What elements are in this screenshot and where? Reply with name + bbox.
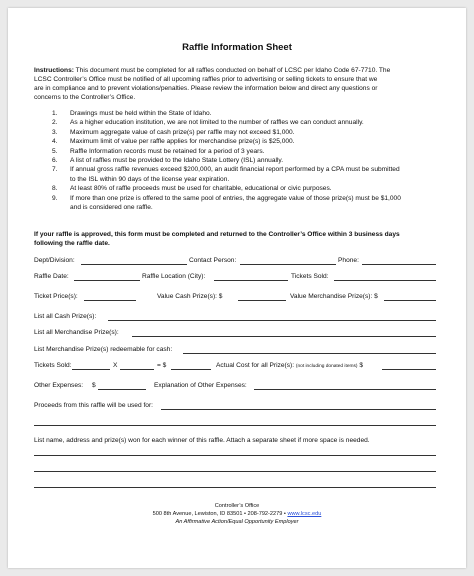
proceeds-field-2[interactable] [34,425,436,426]
winners-label: List name, address and prize(s) won for each winner of this raffle. Attach a separate sheet if more space is needed. [34,437,370,444]
equals-symbol: = $ [157,362,167,369]
rule-item [52,118,364,127]
rule-item [52,137,295,146]
actual-cost-text: Actual Cost for all Prize(s): [216,362,295,369]
raffle-date-label: Raffle Date: [34,273,69,280]
rule-number: 5. [52,147,58,155]
rule-item [52,156,283,165]
rule-number: 3. [52,128,58,136]
rule-number: 9. [52,194,58,202]
other-expenses-label: Other Expenses: [34,382,84,389]
rule-number: 7. [52,166,58,174]
instructions-line-3: are in compliance and to prevent violations/penalties. Please review the information below and direct any questions or [34,85,378,92]
value-cash-label: Value Cash Prize(s): $ [157,293,223,300]
rule-number: 2. [52,119,58,127]
rule-item [52,109,211,118]
document-page [8,8,466,568]
footer-website-link[interactable]: www.lcsc.edu [287,511,322,517]
rule-number: 1. [52,110,58,117]
raffle-location-label: Raffle Location (City): [142,273,206,280]
rule-item [52,184,332,193]
instructions-line-4: concerns to the Controller’s Office. [34,94,136,101]
dept-field[interactable] [81,264,187,265]
footer-office: Controller’s Office [214,503,260,509]
actual-cost-dollar: $ [359,362,364,369]
merch-redeemable-label: List Merchandise Prize(s) redeemable for cash: [34,346,173,353]
gross-total-field[interactable] [171,369,211,370]
instructions-text-1: This document must be completed for all raffles conducted on behalf of LCSC per Idaho Code 67-7710. The [75,67,391,74]
winners-field-2[interactable] [34,471,436,472]
ticket-price-label: Ticket Price(s): [34,293,78,300]
phone-field[interactable] [362,264,436,265]
phone-label: Phone: [338,257,359,264]
raffle-date-field[interactable] [74,280,140,281]
value-merch-label: Value Merchandise Prize(s): $ [290,293,378,300]
actual-cost-field[interactable] [382,369,436,370]
actual-cost-label [216,361,363,371]
instructions-line-2: LCSC Controller’s Office must be notified of all upcoming raffles prior to advertising or selling tickets to ensure that we [34,76,378,83]
tickets-sold-calc-field[interactable] [72,369,110,370]
rule-text: Maximum aggregate value of cash prize(s) per raffle may not exceed $1,000. [70,128,295,136]
times-symbol: X [113,362,118,369]
list-cash-field[interactable] [108,320,436,321]
tickets-sold-calc-label: Tickets Sold: [34,362,72,369]
rule-item [52,165,400,174]
rule-text: If more than one prize is offered to the same pool of entries, the aggregate value of those prize(s) must be $1,000 [70,194,401,202]
rule-text: If annual gross raffle revenues exceed $200,000, an audit financial report performed by a CPA must be submitted [70,166,400,174]
instructions-label: Instructions: [34,67,74,74]
value-merch-field[interactable] [384,300,436,301]
rule-item [52,175,229,184]
dept-label: Dept/Division: [34,257,75,264]
proceeds-label: Proceeds from this raffle will be used for: [34,402,153,409]
value-cash-field[interactable] [238,300,286,301]
approved-notice-line-2: following the raffle date. [34,240,110,247]
explanation-field[interactable] [254,389,436,390]
other-expenses-dollar: $ [92,382,96,389]
ticket-price-calc-field[interactable] [120,369,154,370]
actual-cost-note: (not including donated items) [295,364,358,369]
rule-number: 4. [52,138,58,146]
explanation-label: Explanation of Other Expenses: [154,382,247,389]
approved-notice-line-1: If your raffle is approved, this form must be completed and returned to the Controller’s Office within 3 business days [34,231,400,238]
rule-item [52,128,295,137]
instructions-line-1 [34,66,390,75]
rule-text: At least 80% of raffle proceeds must be used for charitable, educational or civic purposes. [70,185,332,193]
footer-address: 500 8th Avenue, Lewiston, ID 83501 • 208-792-2279 • [152,511,286,517]
contact-field[interactable] [240,264,336,265]
rule-text: Drawings must be held within the State of Idaho. [70,110,212,117]
rule-number: 6. [52,157,58,164]
rule-number: 8. [52,185,58,193]
rule-text: and is considered one raffle. [70,204,153,211]
list-cash-label: List all Cash Prize(s): [34,313,97,320]
rule-item [52,203,153,212]
winners-field-1[interactable] [34,455,436,456]
proceeds-field-1[interactable] [161,409,436,410]
page-title: Raffle Information Sheet [182,42,292,53]
tickets-sold-field[interactable] [334,280,436,281]
footer-eeo: An Affirmative Action/Equal Opportunity Employer [175,519,299,525]
merch-redeemable-field[interactable] [183,353,436,354]
tickets-sold-label: Tickets Sold: [291,273,329,280]
raffle-location-field[interactable] [214,280,288,281]
rule-text: Maximum limit of value per raffle applies for merchandise prize(s) is $25,000. [70,138,295,146]
rule-text: to the ISL within 90 days of the license year expiration. [70,175,230,183]
rule-item [52,194,401,203]
list-merch-field[interactable] [132,336,436,337]
contact-label: Contact Person: [189,257,237,264]
list-merch-label: List all Merchandise Prize(s): [34,329,119,336]
rule-item [52,147,265,156]
rule-text: A list of raffles must be provided to the Idaho State Lottery (ISL) annually. [70,157,284,164]
winners-field-3[interactable] [34,487,436,488]
footer-address-line [8,511,466,518]
rule-text: As a higher education institution, we are not limited to the number of raffles we can conduct annually. [70,119,364,127]
rule-text: Raffle Information records must be retained for a period of 3 years. [70,147,265,155]
other-expenses-field[interactable] [98,389,146,390]
ticket-price-field[interactable] [84,300,136,301]
